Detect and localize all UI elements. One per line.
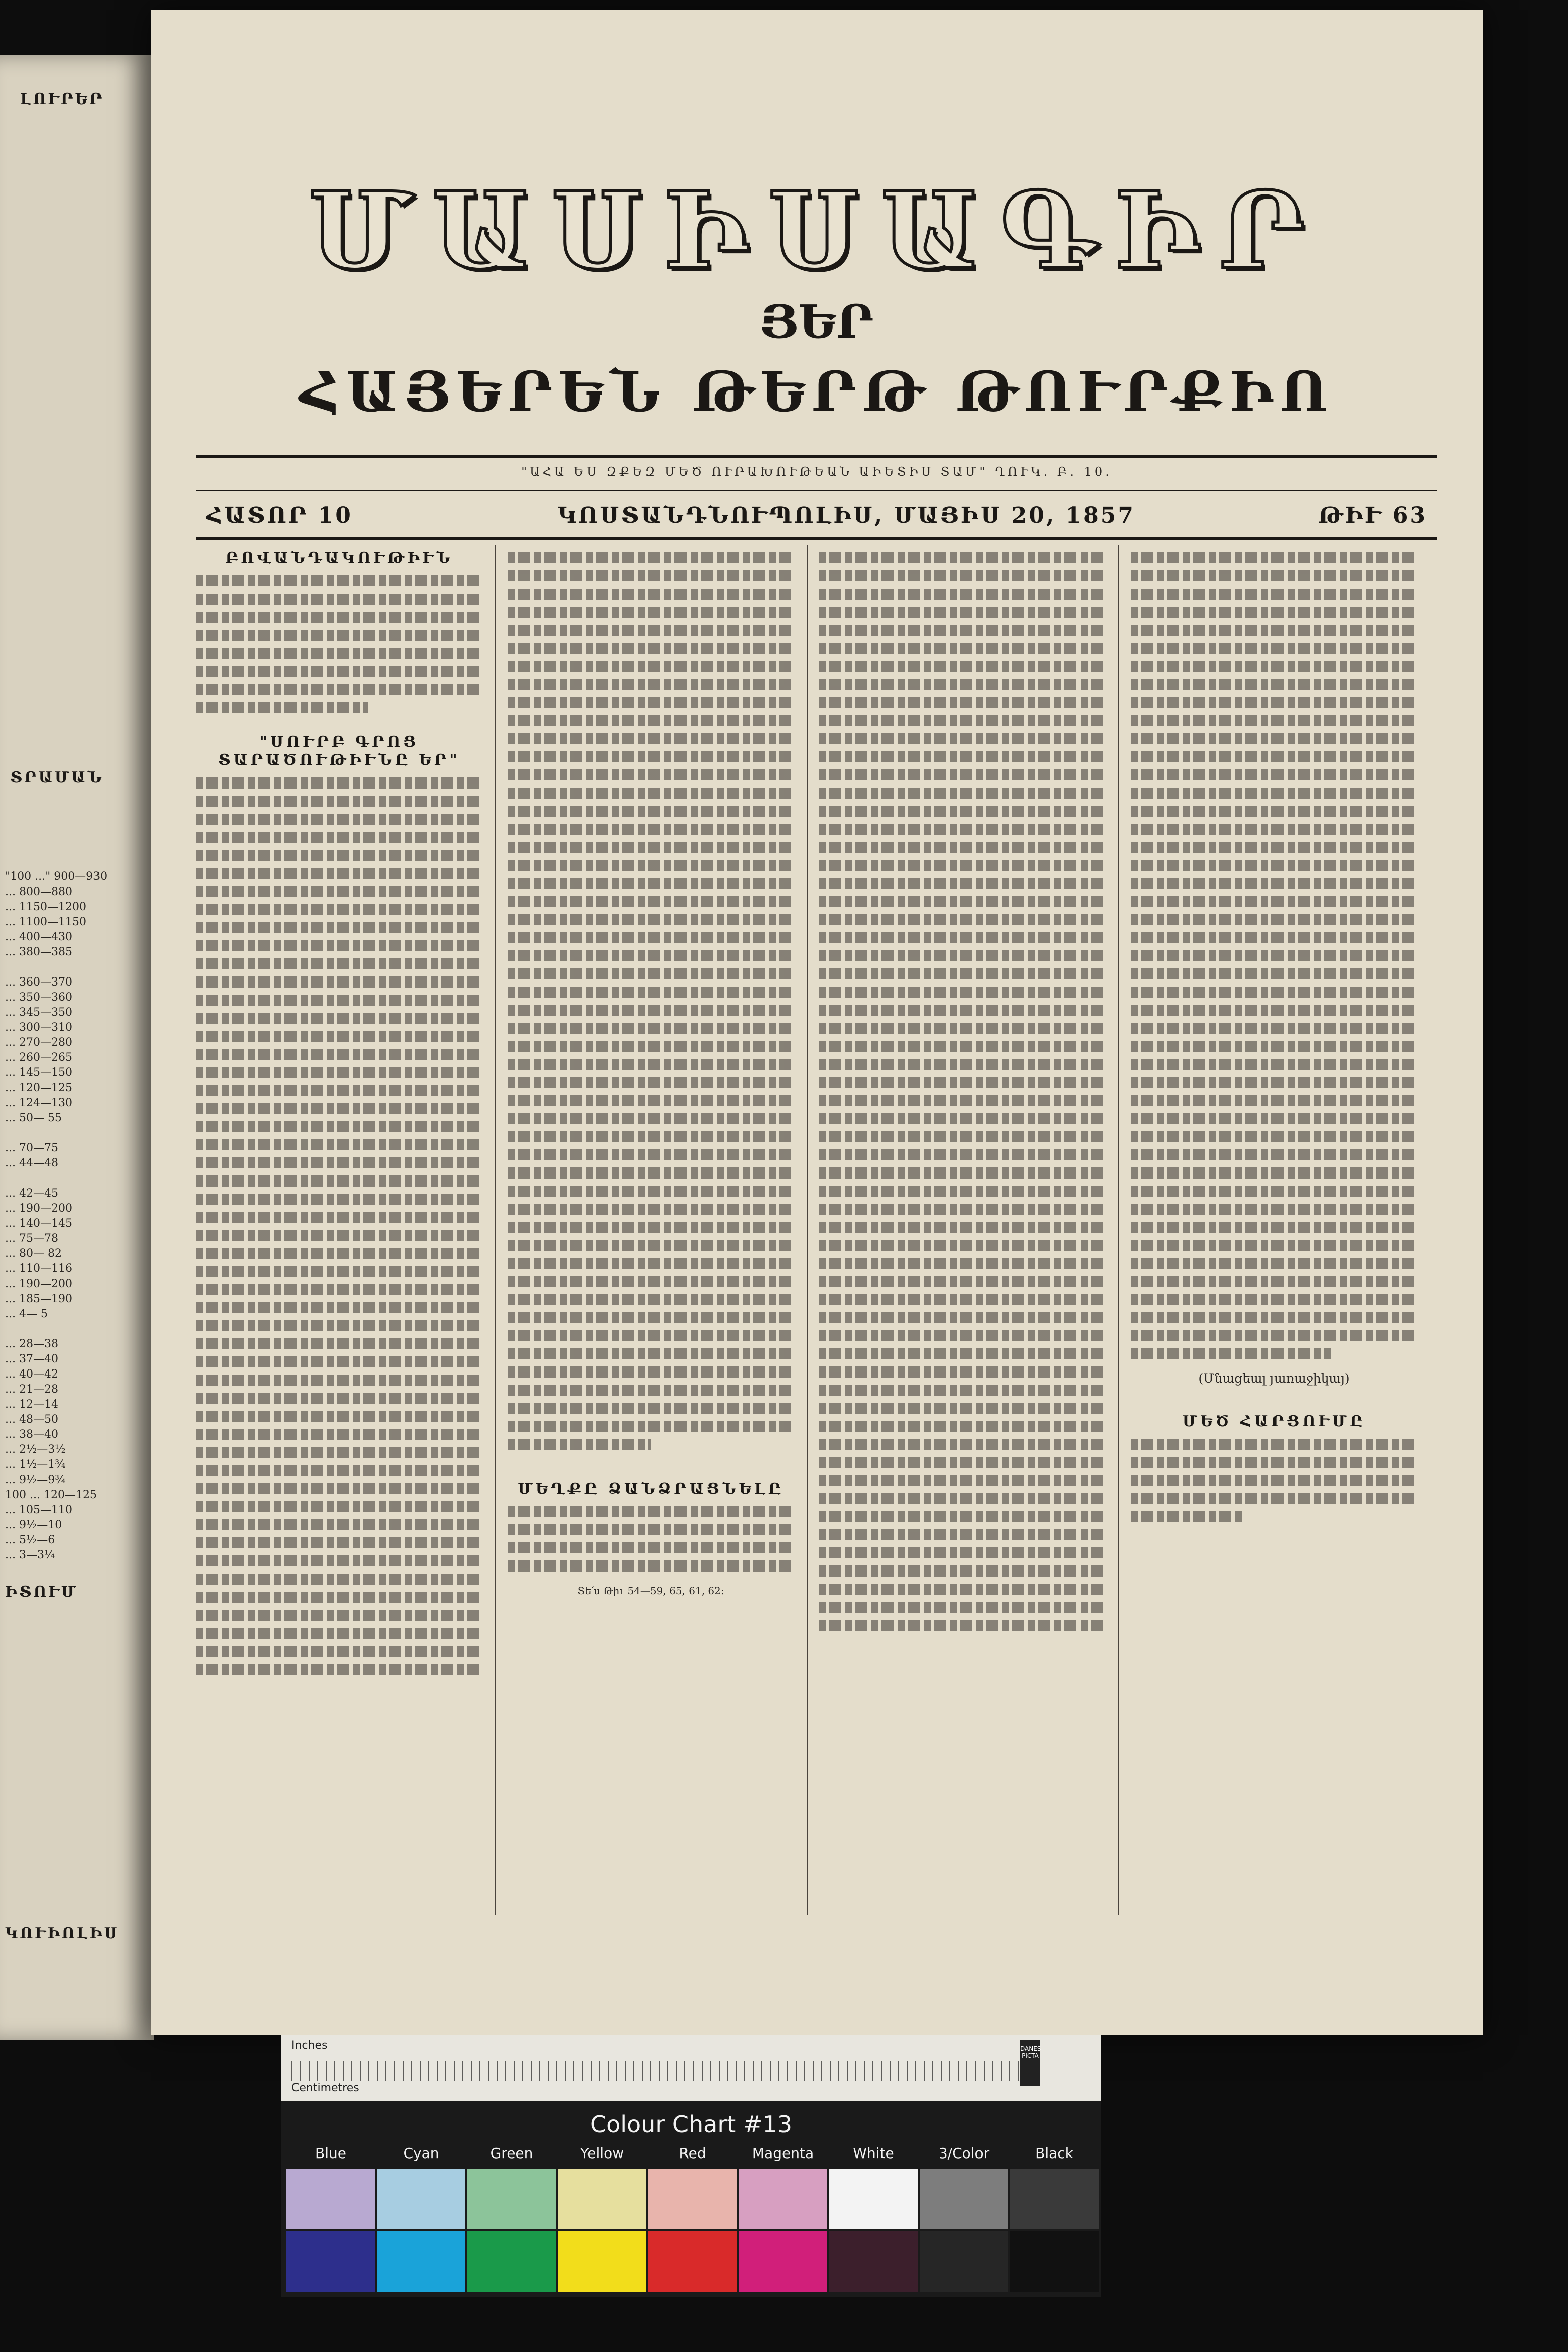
newspaper-subtitle-small: ՅԵՐ [759, 295, 874, 349]
column-2 [508, 545, 794, 1915]
contents-heading: ԲՈՎԱՆԴԱԿՈՒԹԻՒՆ [225, 549, 453, 567]
issue-line [196, 503, 1437, 533]
article-heading: "ՍՈՒՐԲ ԳՐՈՑ ՏԱՐԱԾՈՒԹԻՒՆԸ ԵՐ" [218, 733, 460, 769]
left-page-heading-2: ՏՐԱՄԱՆ [10, 769, 104, 787]
previous-page-edge [0, 55, 154, 2040]
masthead-rule [196, 455, 1437, 458]
column-1 [196, 545, 482, 1915]
continued-note: (Մնացեալ յառաջիկայ) [1198, 1371, 1350, 1386]
swatch-bottom [467, 2231, 556, 2292]
ruler-ticks [291, 2061, 1020, 2081]
brand-logo: DANES PICTA [1020, 2040, 1040, 2086]
newspaper-subtitle: ՀԱՅԵՐԵՆ ԹԵՐԹ ԹՈՒՐՔԻՈ [299, 359, 1334, 424]
issue-number: ԹԻՒ 63 [1318, 503, 1427, 528]
swatch-top [286, 2169, 375, 2229]
swatch-bottom [829, 2231, 918, 2292]
swatch-label: Red [679, 2145, 706, 2162]
swatch-bottom [286, 2231, 375, 2292]
swatch-bottom [648, 2231, 737, 2292]
swatch-top [467, 2169, 556, 2229]
swatch-label: White [853, 2145, 894, 2162]
left-page-heading: ԼՈՒՐԵՐ [20, 90, 104, 108]
swatch-bottom [920, 2231, 1008, 2292]
left-page-heading-3: ԻՏՈՒՄ [5, 1583, 78, 1601]
article-columns [196, 545, 1437, 1915]
swatch-label: Yellow [580, 2145, 624, 2162]
issue-volume: ՀԱՏՈՐ 10 [206, 503, 353, 528]
masthead [151, 169, 1483, 424]
column-divider [807, 545, 808, 1915]
column-3 [819, 545, 1106, 1915]
column-2-footnote: Տե՛ս Թիւ 54—59, 65, 61, 62: [577, 1585, 724, 1597]
swatch-top [739, 2169, 827, 2229]
swatch-label: 3/Color [938, 2145, 990, 2162]
ruler-cm-label: Centimetres [291, 2082, 359, 2094]
swatch-label: Magenta [752, 2145, 814, 2162]
ruler-inches-label: Inches [291, 2039, 328, 2052]
left-page-heading-4: ԿՈՒԻՈԼԻՍ [5, 1925, 119, 1942]
swatch-top [1010, 2169, 1099, 2229]
swatch-bottom [377, 2231, 465, 2292]
column-4 [1131, 545, 1417, 1915]
swatch-top [829, 2169, 918, 2229]
newspaper-title: ՄԱՍԻՍԱԳԻՐ [309, 169, 1325, 293]
section-heading-2: ՄԵԾ ՀԱՐՑՈՒՄԸ [1182, 1413, 1366, 1430]
swatch-top [558, 2169, 646, 2229]
swatch-label: Black [1035, 2145, 1073, 2162]
motto-rule [196, 490, 1437, 491]
colour-chart-title: Colour Chart #13 [590, 2111, 792, 2138]
swatch-top [377, 2169, 465, 2229]
swatch-bottom [558, 2231, 646, 2292]
swatch-top [920, 2169, 1008, 2229]
colour-chart [281, 2035, 1101, 2297]
newspaper-page [151, 10, 1483, 2035]
swatch-label: Blue [315, 2145, 346, 2162]
motto: "ԱՀԱ ԵՍ ԶՔԵԶ ՄԵԾ ՈՒՐԱԽՈՒԹԵԱՆ ԱԻԵՏԻՍ ՏԱՄ" ՂՈՒԿ. Բ. 10. [521, 465, 1112, 479]
column-divider [1118, 545, 1119, 1915]
swatch-bottom [739, 2231, 827, 2292]
issue-place-date: ԿՈՍՏԱՆԴՆՈՒՊՈԼԻՍ, ՄԱՅԻՍ 20, 1857 [558, 503, 1135, 528]
issue-rule [196, 537, 1437, 540]
swatch-label: Cyan [403, 2145, 439, 2162]
price-list: "100 ..." 900—930 ... 800—880 ... 1150—1200 ... 1100—1150 ... 400—430 ... 380—385 ... 360—370 ... 350—360 ... 345—350 ... 300—310 ... 270—280 ... 260—265 ... 145—150 ... 120—125 ... 124—130 ... 50— 55 ... 70—75 ... 44—48 ... 42—45 ... 190—200 ... 140—145 ... 75—78 ... 80— 82 ... 110—116 ... 190—200 ... 185—190 ... 4— 5 ... 28—38 ... 37—40 ... 40—42 ... 21—28 ... 12—14 ... 48—50 ... 38—40 ... 2½—3½ ... 1½—1¾ ... 9½—9¾ 100 ... 120—125 ... 105—110 ... 9½—10 ... 5½—6 ... 3—3¼ [5, 870, 108, 1561]
ruler [281, 2035, 1101, 2101]
swatch-bottom [1010, 2231, 1099, 2292]
colour-chart-labels [281, 2145, 1101, 2165]
swatch-top [648, 2169, 737, 2229]
column-divider [495, 545, 496, 1915]
section-heading: ՄԵՂՔԸ ՁԱՆՁՐԱՑՆԵԼԸ [518, 1480, 784, 1498]
swatch-label: Green [490, 2145, 533, 2162]
